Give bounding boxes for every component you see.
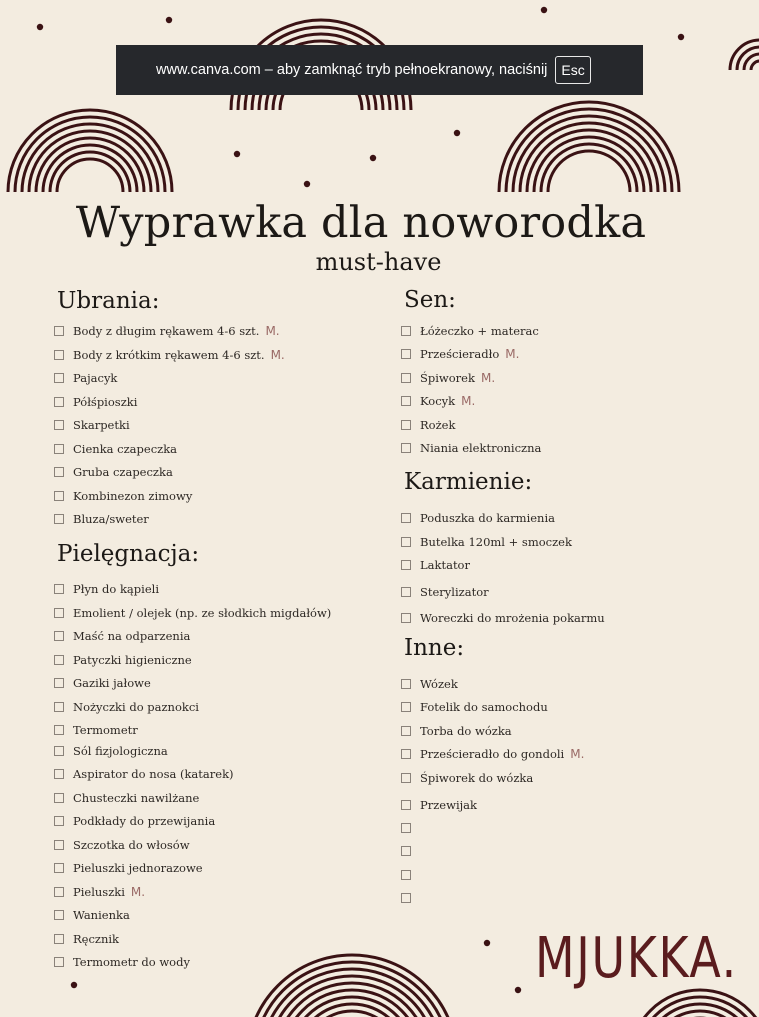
checkbox[interactable] [54, 840, 64, 850]
checkbox[interactable] [54, 467, 64, 477]
checklist-item[interactable] [401, 699, 548, 715]
checkbox[interactable] [54, 769, 64, 779]
checkbox[interactable] [54, 444, 64, 454]
checkbox[interactable] [401, 823, 411, 833]
brand-mark-icon: M. [270, 348, 285, 362]
decorative-dot [515, 987, 521, 993]
decorative-dot [370, 155, 376, 161]
checkbox[interactable] [401, 679, 411, 689]
checklist-item-label: Chusteczki nawilżane [73, 791, 200, 805]
checklist-item-label: Szczotka do włosów [73, 838, 190, 852]
section-title: Sen: [404, 287, 456, 313]
checklist-item-label: Łóżeczko + materac [420, 324, 539, 338]
checklist-item-label: Woreczki do mrożenia pokarmu [420, 611, 605, 625]
checkbox[interactable] [54, 397, 64, 407]
checklist-item-label: Cienka czapeczka [73, 442, 178, 456]
checkbox[interactable] [54, 957, 64, 967]
page-title: Wyprawka dla noworodka [75, 198, 647, 248]
checkbox[interactable] [401, 893, 411, 903]
page-subtitle: must-have [315, 248, 442, 276]
checklist-item[interactable] [54, 837, 190, 853]
esc-key-button[interactable]: Esc [555, 56, 590, 84]
checklist-item[interactable] [401, 323, 539, 339]
checkbox[interactable] [401, 513, 411, 523]
checklist-item[interactable] [54, 790, 199, 806]
checklist-item[interactable] [401, 820, 420, 836]
checklist-item-label: Wanienka [73, 908, 130, 922]
checkbox[interactable] [54, 725, 64, 735]
checklist-item-label: Kocyk [420, 394, 456, 408]
checklist-item[interactable] [401, 417, 455, 433]
brand-mark-icon: M. [505, 347, 520, 361]
rainbow-arc [57, 159, 123, 192]
checklist-item[interactable] [54, 766, 234, 782]
decorative-dot [678, 34, 684, 40]
checklist-item[interactable] [401, 890, 420, 906]
checklist-item[interactable] [54, 907, 130, 923]
decorative-dot [304, 181, 310, 187]
checklist-item[interactable] [54, 722, 138, 738]
checklist-item[interactable] [401, 510, 555, 526]
checkbox[interactable] [54, 655, 64, 665]
checkbox[interactable] [54, 491, 64, 501]
fullscreen-notice [116, 45, 643, 95]
checkbox[interactable] [401, 326, 411, 336]
checklist-item[interactable] [54, 323, 280, 339]
checklist-item-label: Nożyczki do paznokci [73, 700, 199, 714]
section-title: Inne: [404, 635, 465, 661]
checklist-item-label: Termometr [73, 723, 138, 737]
checkbox[interactable] [401, 537, 411, 547]
checkbox[interactable] [401, 373, 411, 383]
checkbox[interactable] [401, 749, 411, 759]
checklist-item-label: Wózek [420, 677, 458, 691]
checklist-item[interactable] [401, 370, 495, 386]
checklist-item-label: Poduszka do karmienia [420, 511, 555, 525]
checklist-item[interactable] [54, 954, 190, 970]
checkbox[interactable] [401, 846, 411, 856]
checkbox[interactable] [54, 678, 64, 688]
checklist-item[interactable] [54, 417, 130, 433]
checklist-item[interactable] [401, 746, 584, 762]
checklist-item-label: Ręcznik [73, 932, 120, 946]
checklist-item-label: Torba do wózka [420, 724, 512, 738]
checklist-item-label: Sól fizjologiczna [73, 744, 168, 758]
checklist-item-label: Prześcieradło do gondoli [420, 747, 565, 761]
checklist-item[interactable] [401, 770, 533, 786]
section-title: Ubrania: [57, 288, 160, 314]
checklist-item-label: Fotelik do samochodu [420, 700, 548, 714]
checklist-item[interactable] [54, 464, 173, 480]
checklist-item-label: Gruba czapeczka [73, 465, 173, 479]
checkbox[interactable] [54, 514, 64, 524]
checklist-item[interactable] [54, 511, 149, 527]
checklist-item[interactable] [401, 393, 475, 409]
rainbow-arc [751, 61, 759, 70]
checkbox[interactable] [54, 326, 64, 336]
decorative-dot [541, 7, 547, 13]
checklist-item-label: Śpiworek do wózka [420, 771, 534, 785]
checkbox[interactable] [401, 443, 411, 453]
checklist-item[interactable] [401, 534, 572, 550]
checklist-item-label: Termometr do wody [73, 955, 190, 969]
checklist-item-label: Patyczki higieniczne [73, 653, 192, 667]
checklist-item-label: Podkłady do przewijania [73, 814, 216, 828]
decorative-dot [166, 17, 172, 23]
checklist-item-label: Gaziki jałowe [73, 676, 151, 690]
checklist-item-label: Kombinezon zimowy [73, 489, 193, 503]
fullscreen-notice-text: www.canva.com – aby zamknąć tryb pełnoekranowy, naciśnij [156, 62, 548, 78]
checkbox[interactable] [54, 631, 64, 641]
rainbow-arc [548, 151, 630, 192]
checklist-item[interactable] [401, 584, 489, 600]
checklist-item[interactable] [54, 931, 119, 947]
checklist-item-label: Prześcieradło [420, 347, 500, 361]
checklist-item[interactable] [54, 675, 151, 691]
checklist-item-label: Sterylizator [420, 585, 489, 599]
checklist-item[interactable] [54, 743, 168, 759]
checklist-item-label: Emolient / olejek (np. ze słodkich migdałów) [73, 606, 332, 620]
brand-logo: MJUKKA. [535, 926, 738, 991]
checkbox[interactable] [54, 702, 64, 712]
checklist-item[interactable] [401, 723, 512, 739]
decorative-dot [71, 982, 77, 988]
decorative-dot [37, 24, 43, 30]
checklist-item[interactable] [54, 441, 177, 457]
brand-mark-icon: M. [480, 371, 496, 385]
checkbox[interactable] [401, 560, 411, 570]
checklist-item[interactable] [54, 652, 192, 668]
checklist-item-label: Body z krótkim rękawem 4-6 szt. [73, 348, 265, 362]
checklist-item[interactable] [54, 347, 285, 363]
checklist-item-label: Przewijak [420, 798, 478, 812]
decorative-dot [484, 940, 490, 946]
checklist-item-label: Śpiworek [420, 371, 475, 385]
checklist-item[interactable] [54, 370, 117, 386]
checklist-item[interactable] [401, 610, 605, 626]
checklist-item-label: Pieluszki jednorazowe [73, 861, 203, 875]
checklist-item[interactable] [401, 346, 519, 362]
checkbox[interactable] [54, 584, 64, 594]
checkbox[interactable] [54, 934, 64, 944]
brand-mark-icon: M. [461, 394, 476, 408]
checklist-item[interactable] [54, 813, 215, 829]
brand-mark-icon: M. [570, 747, 585, 761]
checklist-item-label: Płyn do kąpieli [73, 582, 159, 596]
checklist-item-label: Butelka 120ml + smoczek [420, 535, 572, 549]
brand-mark-icon: M. [130, 885, 146, 899]
checkbox[interactable] [401, 587, 411, 597]
checklist-item-label: Laktator [420, 558, 470, 572]
checkbox[interactable] [54, 863, 64, 873]
checklist-item-label: Rożek [420, 418, 456, 432]
checklist-item[interactable] [54, 394, 137, 410]
checkbox[interactable] [401, 702, 411, 712]
checklist-item[interactable] [54, 860, 203, 876]
checkbox[interactable] [401, 349, 411, 359]
decorative-dot [454, 130, 460, 136]
checkbox[interactable] [401, 420, 411, 430]
checklist-item-label: Pajacyk [73, 371, 118, 385]
section-title: Karmienie: [404, 469, 533, 495]
checklist-item-label: Maść na odparzenia [73, 629, 191, 643]
checklist-item[interactable] [401, 557, 470, 573]
checklist-item-label: Skarpetki [73, 418, 130, 432]
checkbox[interactable] [54, 350, 64, 360]
checkbox[interactable] [54, 793, 64, 803]
checkbox[interactable] [54, 373, 64, 383]
checkbox[interactable] [54, 887, 64, 897]
section-title: Pielęgnacja: [57, 541, 200, 567]
checklist-item[interactable] [54, 581, 159, 597]
checkbox[interactable] [54, 608, 64, 618]
checklist-item[interactable] [401, 867, 420, 883]
checkbox[interactable] [54, 910, 64, 920]
checkbox[interactable] [401, 870, 411, 880]
checkbox[interactable] [401, 613, 411, 623]
checklist-item-label: Body z długim rękawem 4-6 szt. [73, 324, 260, 338]
checkbox[interactable] [54, 816, 64, 826]
checklist-item-label: Półśpioszki [73, 395, 138, 409]
checklist-item[interactable] [401, 843, 420, 859]
checklist-item[interactable] [401, 797, 477, 813]
checklist-item[interactable] [54, 699, 199, 715]
checklist-item[interactable] [401, 440, 541, 456]
checkbox[interactable] [401, 396, 411, 406]
checkbox[interactable] [54, 420, 64, 430]
checklist-item[interactable] [54, 488, 192, 504]
checklist-item[interactable] [401, 676, 458, 692]
checklist-item-label: Bluza/sweter [73, 512, 149, 526]
checkbox[interactable] [401, 773, 411, 783]
checklist-item[interactable] [54, 605, 331, 621]
checklist-item[interactable] [54, 628, 190, 644]
checklist-item-label: Aspirator do nosa (katarek) [73, 767, 234, 781]
checklist-item-label: Niania elektroniczna [420, 441, 542, 455]
brand-mark-icon: M. [265, 324, 280, 338]
checkbox[interactable] [401, 726, 411, 736]
checklist-item[interactable] [54, 884, 145, 900]
decorative-dot [234, 151, 240, 157]
checklist-item-label: Pieluszki [73, 885, 125, 899]
checkbox[interactable] [54, 746, 64, 756]
checkbox[interactable] [401, 800, 411, 810]
